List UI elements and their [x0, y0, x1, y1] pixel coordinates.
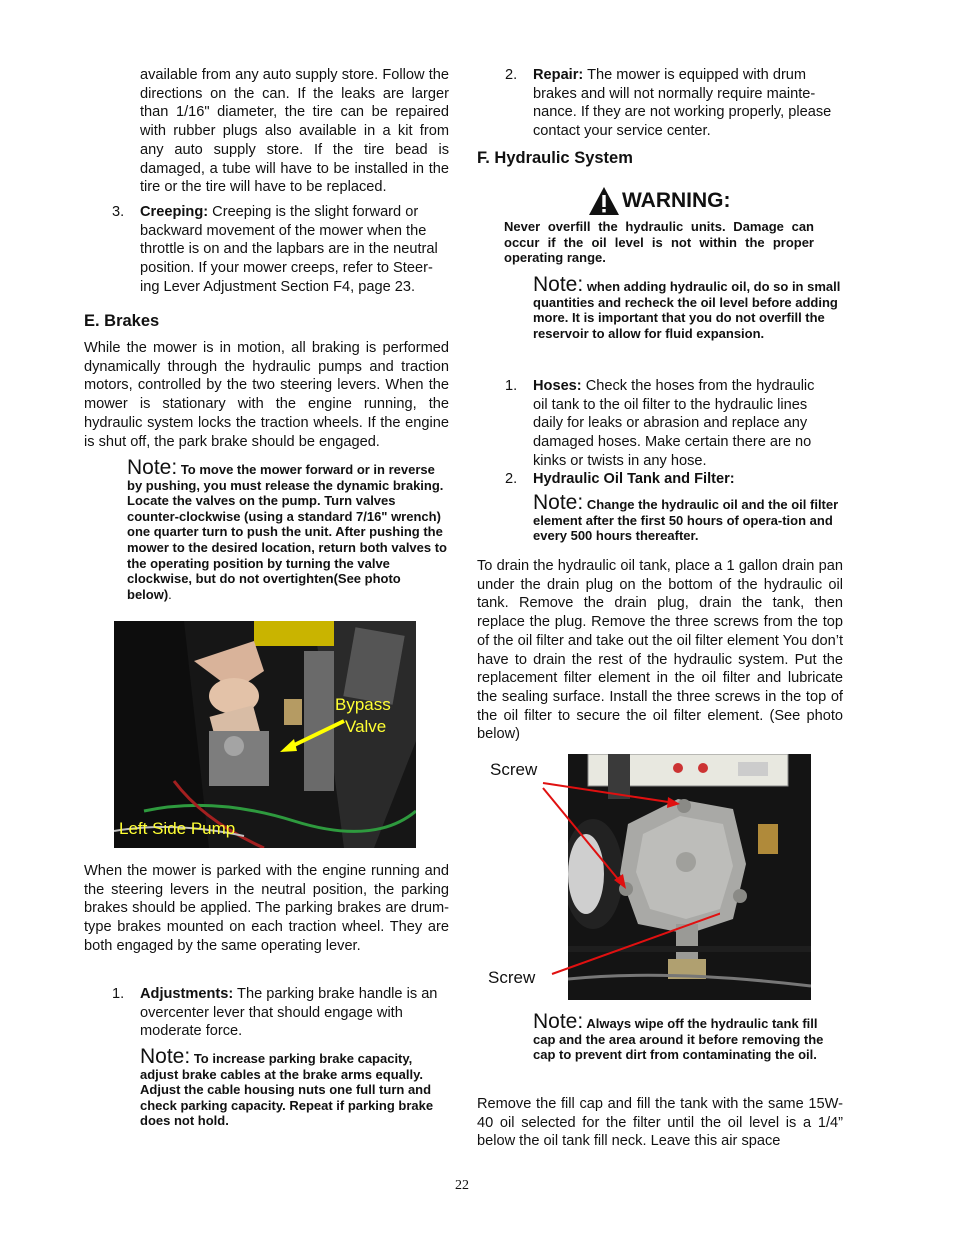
page-number: 22 — [455, 1178, 469, 1193]
repair-text: The mower is equipped with drum brakes and will not normally require mainte-nance. If they are not working properly, please contact your service center. — [533, 67, 832, 140]
note-change-oil — [533, 491, 843, 544]
note-label: Note: — [127, 456, 178, 479]
repair-item — [533, 66, 843, 141]
drain-paragraph: To drain the hydraulic oil tank, place a 1 gallon drain pan under the drain plug on the bottom of the hydraulic oil tank. Remove the drain plug, drain the tank, then replace the plug. Remove the three screws from the top of the oil filter and take out the oil filter element You don’t have to drain the rest of the hydraulic system. Put the replacement filter element in the oil filter and lubricate the sealing surface. Install the three screws in the top of the oil filter to secure the oil filter element. (See photo below) — [477, 558, 843, 743]
note-parking-brake — [140, 1045, 449, 1129]
note-label: Note: — [533, 491, 584, 514]
list-number: 2. — [505, 471, 518, 487]
bypass-valve-photo — [114, 621, 416, 848]
creeping-item — [140, 203, 449, 297]
note-label: Note: — [533, 1010, 584, 1033]
note-label: Note: — [140, 1045, 191, 1068]
list-number: 3. — [112, 204, 125, 220]
note-wipe-cap — [533, 1010, 843, 1063]
repair-label: Repair: — [533, 67, 584, 83]
bypass-label-line1: Bypass — [335, 695, 391, 714]
tank-filter-item — [533, 470, 843, 489]
adjustments-item — [140, 985, 449, 1041]
warning-title-row — [588, 184, 731, 218]
list-number: 1. — [112, 986, 125, 1002]
warning-title: WARNING: — [622, 189, 731, 212]
note-text: Change the hydraulic oil and the oil filter element after the first 50 hours of opera-tion and every 500 hours thereafter. — [533, 497, 839, 544]
creeping-label: Creeping: — [140, 204, 209, 220]
warning-text: Never overfill the hydraulic units. Damage can occur if the oil level is not within the proper operating range. — [504, 219, 814, 266]
note-text: Always wipe off the hydraulic tank fill cap and the area around it before removing the cap to prevent dirt from contaminating the oil. — [533, 1016, 824, 1063]
left-side-pump-label: Left Side Pump — [119, 819, 236, 838]
brakes-paragraph: While the mower is in motion, all braking is performed dynamically through the hydraulic pumps and traction motors, controlled by the two steering levers. When the mower is stationary with the engine running, the hydraulic system locks the traction wheels. If the engine is shut off, the park brake should be engaged. — [84, 340, 449, 450]
note-period: . — [168, 586, 172, 602]
adjustments-label: Adjustments: — [140, 986, 234, 1002]
fill-paragraph: Remove the fill cap and fill the tank with the same 15W-40 oil selected for the filter until the oil level is a 1/4” below the oil tank fill neck. Leave this air space — [477, 1096, 843, 1150]
hydraulic-heading: F. Hydraulic System — [477, 149, 633, 167]
hoses-label: Hoses: — [533, 378, 582, 394]
hoses-text: Check the hoses from the hydraulic oil tank to the oil filter to the hydraulic lines daily for leaks or abrasion and replace any damaged hoses. Make certain there are no kinks or twists in any hose. — [533, 378, 815, 469]
tire-repair-continuation: available from any auto supply store. Follow the directions on the can. If the leaks are larger than 1/16" diameter, the tire can be repaired with rubber plugs also available in a kit from any auto supply store. If the tire bead is damaged, a tube will have to be installed in the tire or the tire will have to be replaced. — [140, 67, 449, 196]
bypass-label-line2: Valve — [345, 717, 387, 736]
screw-label-bottom: Screw — [488, 968, 536, 987]
screw-pointer-arrows — [540, 770, 720, 980]
adjustments-text: The parking brake handle is an overcenter lever that should engage with moderate force. — [140, 986, 438, 1040]
note-text: when adding hydraulic oil, do so in small quantities and recheck the oil level before adding more. It is important that you do not overfill the reservoir to allow for fluid expansion. — [533, 279, 841, 341]
note-text: To move the mower forward or in reverse by pushing, you must release the dynamic braking. Locate the valves on the pump. Turn valves counter-clockwise (using a standard 7/16" wrench) one quarter turn to push the unit. After pushing the mower to the desired location, return both valves to the operating position by turning the valve clockwise, but do not overtighten(See photo below) — [127, 462, 447, 602]
warning-icon — [588, 186, 620, 216]
hoses-item — [533, 377, 833, 471]
note-push-mower — [127, 456, 449, 602]
screw-label-top: Screw — [490, 760, 538, 779]
brakes-heading: E. Brakes — [84, 312, 160, 330]
note-adding-oil — [533, 273, 843, 341]
note-text: To increase parking brake capacity, adjust brake cables at the brake arms equally. Adjust the cable housing nuts one full turn and check parking capacity. Repeat if parking brake does not hold. — [140, 1051, 434, 1129]
note-label: Note: — [533, 273, 584, 296]
creeping-text: Creeping is the slight forward or backward movement of the mower when the throttle is on and the lapbars are in the neutral position. If your mower creeps, refer to Steer-ing Lever Adjustment Section F4, page 23. — [140, 204, 438, 295]
tank-filter-label: Hydraulic Oil Tank and Filter: — [533, 471, 735, 487]
parked-paragraph: When the mower is parked with the engine running and the steering levers in the neutral position, the parking brakes should be applied. The parking brakes are drum-type brakes mounted on each traction wheel. They are both engaged by the same operating lever. — [84, 863, 449, 954]
list-number: 2. — [505, 67, 518, 83]
list-number: 1. — [505, 378, 518, 394]
